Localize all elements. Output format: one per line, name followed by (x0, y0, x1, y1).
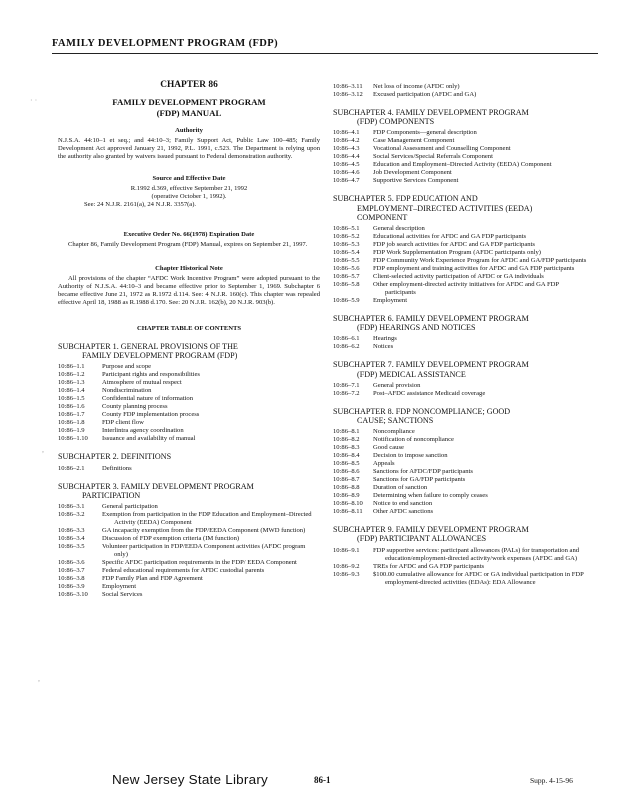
section-number: 10:86–1.4 (58, 387, 85, 395)
section-title: Sanctions for GA/FDP participants (373, 476, 466, 484)
section-title: Sanctions for AFDC/FDP participants (373, 468, 473, 476)
toc-entry (333, 265, 591, 273)
section-title: FDP Components—general description (373, 129, 477, 137)
section-number: 10:86–3.6 (58, 559, 85, 567)
section-title: County FDP implementation process (102, 411, 200, 419)
section-title: Duration of sanction (373, 484, 428, 492)
toc-entry (58, 427, 320, 435)
section-number: 10:86–1.7 (58, 411, 85, 419)
section-title: Social Services/Special Referrals Component (373, 153, 493, 161)
subchapter-heading-line: SUBCHAPTER 8. FDP NONCOMPLIANCE; GOOD (333, 406, 511, 416)
toc-entry (333, 508, 591, 516)
subchapter-heading (333, 314, 591, 332)
subchapter-heading-line: CAUSE; SANCTIONS (357, 416, 434, 426)
section-number: 10:86–3.3 (58, 527, 85, 535)
section-title: Notice to end sanction (373, 500, 433, 508)
section-title: Interlintra agency coordination (102, 427, 184, 435)
section-number: 10:86–3.1 (58, 503, 85, 511)
section-number: 10:86–9.3 (333, 570, 360, 578)
section-title: Supportive Services Component (373, 177, 459, 185)
section-number: 10:86–8.10 (333, 500, 363, 508)
section-title: Purpose and scope (102, 363, 152, 371)
section-number: 10:86–9.2 (333, 562, 360, 570)
section-number: 10:86–5.9 (333, 297, 360, 305)
section-number: 10:86–1.6 (58, 403, 85, 411)
section-title: Exemption from participation in the FDP Education and Employment–Directed Activity (EEDA) Component (102, 511, 312, 527)
section-number: 10:86–1.10 (58, 435, 88, 443)
toc-entry (333, 177, 591, 185)
scan-speck: · · (30, 96, 38, 105)
section-number: 10:86–8.2 (333, 436, 360, 444)
subchapter-heading (58, 482, 320, 500)
section-title: FDP Work Supplementation Program (AFDC participants only) (373, 249, 541, 257)
toc-entry (333, 169, 591, 177)
subchapter-heading-line: SUBCHAPTER 9. FAMILY DEVELOPMENT PROGRAM (333, 525, 529, 535)
authority-text: N.J.S.A. 44:10–1 et seq.; and 44:10–3; Family Support Act, Public Law 100–485; Family Development Act approved January 21, 1992, P.L. 1991, c.523. The Department is relying upon the authority also granted by waivers issued pursuant to Federal demonstration authority. (58, 137, 320, 160)
section-number: 10:86–8.9 (333, 492, 360, 500)
toc-entry (333, 460, 591, 468)
section-title: Other employment-directed activity initiatives for AFDC and GA FDP participants (373, 281, 559, 297)
toc-list (58, 503, 320, 599)
scan-speck: , (38, 674, 40, 683)
section-title: Hearings (373, 335, 397, 343)
toc-entry (58, 419, 320, 427)
subchapter-heading (333, 194, 591, 222)
section-title: Decision to impose sanction (373, 452, 448, 460)
subchapter-heading-line: SUBCHAPTER 7. FAMILY DEVELOPMENT PROGRAM (333, 360, 529, 370)
section-title: Discussion of FDP exemption criteria (IM function) (102, 535, 240, 543)
subchapter-heading-line: (FDP) HEARINGS AND NOTICES (357, 323, 476, 333)
section-title: General description (373, 225, 425, 233)
source-line: See: 24 N.J.R. 2161(a), 24 N.J.R. 3357(a). (84, 201, 197, 208)
section-number: 10:86–7.1 (333, 381, 360, 389)
history-heading: Chapter Historical Note (155, 265, 223, 272)
section-number: 10:86–3.5 (58, 543, 85, 551)
history-text: All provisions of the chapter “AFDC Work Incentive Program” were adopted pursuant to the Authority of N.J.S.A. 44:10–3 and became effective prior to September 1, 1969. Subchapter 6 became effective June 21, 1972 as R.1972 d.114. See: 4 N.J.R. 160(c). This chapter was repealed effective April 18, 1988 as R.1988 d.170. See: 20 N.J.R. 162(b), 20 N.J.R. 903(b). (58, 275, 320, 306)
section-number: 10:86–5.1 (333, 225, 360, 233)
section-title: Client-selected activity participation of AFDC or GA individuals (373, 273, 544, 281)
toc-entry (58, 403, 320, 411)
section-number: 10:86–3.11 (333, 83, 363, 90)
section-title: Participant rights and responsibilities (102, 371, 200, 379)
toc-entry (58, 503, 320, 511)
section-number: 10:86–4.7 (333, 177, 360, 185)
subchapter-heading (58, 452, 320, 461)
toc-entry (58, 575, 320, 583)
toc-entry (58, 567, 320, 575)
section-title: Job Development Component (373, 169, 452, 177)
section-title: Federal educational requirements for AFDC custodial parents (102, 567, 265, 575)
toc-entry (58, 583, 320, 591)
section-title: Nondiscrimination (102, 387, 152, 395)
section-number: 10:86–1.2 (58, 371, 85, 379)
section-title: Notices (373, 343, 394, 351)
section-title: Confidential nature of information (102, 395, 194, 403)
section-number: 10:86–4.6 (333, 169, 360, 177)
section-number: 10:86–1.9 (58, 427, 85, 435)
toc-entry (58, 543, 320, 559)
subchapter-heading-line: SUBCHAPTER 2. DEFINITIONS (58, 452, 172, 462)
toc-entry (333, 547, 591, 563)
toc-entry (58, 411, 320, 419)
section-title: Other AFDC sanctions (373, 508, 434, 516)
section-title: Good cause (373, 444, 404, 452)
section-number: 10:86–5.2 (333, 233, 360, 241)
subchapter-heading (333, 407, 591, 425)
section-number: 10:86–8.1 (333, 428, 360, 436)
section-title: TREs for AFDC and GA FDP participants (373, 562, 485, 570)
section-number: 10:86–8.5 (333, 460, 360, 468)
section-number: 10:86–5.6 (333, 265, 360, 273)
scan-speck: , (42, 445, 44, 454)
section-number: 10:86–3.10 (58, 591, 88, 599)
toc-entry (333, 257, 591, 265)
subchapter-heading (333, 525, 591, 543)
toc-entry (333, 452, 591, 460)
toc-entry (333, 145, 591, 153)
toc-entry (333, 281, 591, 297)
section-title: Definitions (102, 464, 132, 472)
manual-title (58, 97, 320, 118)
section-title: Post–AFDC assistance Medicaid coverage (373, 389, 486, 397)
toc-list (333, 547, 591, 587)
section-number: 10:86–5.7 (333, 273, 360, 281)
toc-entry (333, 343, 591, 351)
toc-entry (333, 129, 591, 137)
section-number: 10:86–1.3 (58, 379, 85, 387)
source-line: R.1992 d.369, effective September 21, 1992 (130, 185, 248, 192)
source-line: (operative October 1, 1992). (151, 193, 227, 200)
toc-list (333, 428, 591, 516)
section-title: FDP job search activities for AFDC and GA FDP participants (373, 241, 535, 249)
section-number: 10:86–4.2 (333, 137, 360, 145)
subchapter-heading-line: (FDP) MEDICAL ASSISTANCE (357, 369, 466, 379)
section-title: Case Management Component (373, 137, 455, 145)
section-number: 10:86–3.4 (58, 535, 85, 543)
subchapter-heading-line: COMPONENT (357, 212, 408, 222)
section-number: 10:86–3.2 (58, 511, 85, 519)
toc-entry (333, 153, 591, 161)
toc-list (333, 382, 591, 398)
section-title: FDP employment and training activities for AFDC and GA FDP participants (373, 265, 575, 273)
header-rule (52, 53, 598, 54)
toc-entry (58, 535, 320, 543)
section-number: 10:86–8.3 (333, 444, 360, 452)
section-title: Appeals (373, 460, 395, 468)
section-title: Educational activities for AFDC and GA FDP participants (373, 233, 527, 241)
toc-entry (58, 591, 320, 599)
toc-entry (58, 379, 320, 387)
toc-entry (333, 571, 591, 587)
section-number: 10:86–5.8 (333, 281, 360, 289)
manual-title-line: (FDP) MANUAL (156, 107, 222, 118)
toc-heading: CHAPTER TABLE OF CONTENTS (136, 325, 242, 332)
section-title: Employment (102, 583, 137, 591)
toc-entry (58, 395, 320, 403)
running-head: FAMILY DEVELOPMENT PROGRAM (FDP) (52, 38, 278, 49)
section-title: Atmosphere of mutual respect (102, 379, 182, 387)
toc-entry (333, 137, 591, 145)
supplement-date: Supp. 4-15-96 (530, 776, 573, 785)
subchapter-heading-line: SUBCHAPTER 5. FDP EDUCATION AND (333, 194, 478, 204)
section-title: Notification of noncompliance (373, 436, 454, 444)
chapter-number: CHAPTER 86 (160, 80, 218, 90)
eo-heading: Executive Order No. 66(1978) Expiration Date (123, 231, 255, 238)
section-title: Volunteer participation in FDP/EEDA Component activities (AFDC program only) (102, 543, 306, 559)
section-title: FDP client flow (102, 419, 144, 427)
subchapter-heading-line: SUBCHAPTER 4. FAMILY DEVELOPMENT PROGRAM (333, 108, 529, 117)
toc-entry (333, 273, 591, 281)
toc-entry (58, 559, 320, 567)
section-title: $100.00 cumulative allowance for AFDC or GA individual participation in FDP employment-directed activities (EDAs): EDA Allowance (373, 570, 584, 586)
toc-entry (58, 527, 320, 535)
section-number: 10:86–3.12 (333, 91, 363, 98)
section-number: 10:86–8.4 (333, 452, 360, 460)
section-number: 10:86–5.4 (333, 249, 360, 257)
subchapter-heading-line: SUBCHAPTER 3. FAMILY DEVELOPMENT PROGRAM (58, 481, 254, 491)
toc-entry (333, 444, 591, 452)
section-title: FDP Family Plan and FDP Agreement (102, 575, 203, 583)
section-number: 10:86–4.3 (333, 145, 360, 153)
section-title: FDP supportive services: participant allowances (PALs) for transportation and education/employment-directed activity/work expenses (AFDC and GA) (373, 546, 580, 562)
section-title: Social Services (102, 591, 143, 599)
toc-entry (333, 500, 591, 508)
subchapter-heading-line: (FDP) COMPONENTS (357, 117, 435, 127)
section-number: 10:86–5.5 (333, 257, 360, 265)
section-title: County planning process (102, 403, 168, 411)
section-number: 10:86–3.7 (58, 567, 85, 575)
section-title: Education and Employment–Directed Activity (EEDA) Component (373, 161, 552, 169)
section-title: Vocational Assessment and Counselling Component (373, 145, 511, 153)
subchapter-heading-line: SUBCHAPTER 1. GENERAL PROVISIONS OF THE (58, 342, 238, 351)
toc-list (58, 465, 320, 473)
authority-heading: Authority (175, 127, 203, 134)
toc-list (333, 225, 591, 305)
section-number: 10:86–6.1 (333, 335, 360, 343)
toc-entry (333, 233, 591, 241)
section-title: Noncompliance (373, 428, 415, 436)
toc-entry (333, 161, 591, 169)
toc-entry (58, 511, 320, 527)
toc-list (333, 335, 591, 351)
section-title: FDP Community Work Experience Program for AFDC and GA/FDP participants (373, 257, 587, 265)
toc-entry (333, 382, 591, 390)
library-stamp: New Jersey State Library (112, 773, 268, 787)
toc-list (58, 363, 320, 443)
section-number: 10:86–1.1 (58, 363, 85, 371)
section-title: Excused participation (AFDC and GA) (373, 91, 477, 98)
toc-entry (333, 91, 591, 99)
subchapter-heading-line: PARTICIPATION (82, 490, 141, 500)
section-number: 10:86–2.1 (58, 464, 85, 472)
section-number: 10:86–9.1 (333, 546, 360, 554)
toc-entry (333, 83, 591, 91)
section-number: 10:86–8.7 (333, 476, 360, 484)
toc-entry (333, 484, 591, 492)
section-number: 10:86–3.8 (58, 575, 85, 583)
section-number: 10:86–8.8 (333, 484, 360, 492)
subchapter-heading-line: (FDP) PARTICIPANT ALLOWANCES (357, 534, 487, 544)
section-number: 10:86–6.2 (333, 343, 360, 351)
eo-text: Chapter 86, Family Development Program (FDP) Manual, expires on September 21, 1997. (68, 241, 308, 248)
subchapter-heading-line: EMPLOYMENT–DIRECTED ACTIVITIES (EEDA) (357, 203, 533, 213)
toc-entry (333, 390, 591, 398)
right-column (333, 83, 591, 587)
toc-entry (333, 492, 591, 500)
toc-entry (333, 241, 591, 249)
toc-entry (333, 468, 591, 476)
section-number: 10:86–7.2 (333, 389, 360, 397)
subchapter-heading (333, 108, 591, 126)
subchapter-heading (58, 342, 320, 360)
left-column (58, 80, 320, 599)
section-number: 10:86–4.1 (333, 129, 360, 137)
section-title: Determining when failure to comply ceases (373, 492, 488, 500)
section-title: Specific AFDC participation requirements in the FDP/ EEDA Component (102, 559, 297, 567)
section-title: General provision (373, 381, 421, 389)
page-number: 86-1 (314, 775, 331, 785)
toc-list (333, 129, 591, 185)
subchapter-heading-line: FAMILY DEVELOPMENT PROGRAM (FDP) (82, 351, 238, 361)
section-number: 10:86–4.4 (333, 153, 360, 161)
toc-entry (58, 363, 320, 371)
toc-entry (333, 436, 591, 444)
section-number: 10:86–3.9 (58, 583, 85, 591)
toc-entry (58, 387, 320, 395)
subchapter-heading-line: SUBCHAPTER 6. FAMILY DEVELOPMENT PROGRAM (333, 314, 529, 324)
section-title: Issuance and availability of manual (102, 435, 196, 443)
section-title: Employment (373, 297, 408, 305)
section-title: GA incapacity exemption from the FDP/EEDA Component (MWD function) (102, 527, 306, 535)
section-number: 10:86–1.8 (58, 419, 85, 427)
section-title: General participation (102, 503, 158, 511)
toc-entry (333, 563, 591, 571)
section-number: 10:86–8.6 (333, 468, 360, 476)
toc-entry (333, 297, 591, 305)
toc-entry (333, 428, 591, 436)
toc-entry (58, 435, 320, 443)
toc-entry (333, 225, 591, 233)
toc-entry (333, 476, 591, 484)
toc-entry (58, 465, 320, 473)
section-title: Net loss of income (AFDC only) (373, 83, 460, 90)
subchapter-heading (333, 360, 591, 378)
toc-entry (333, 249, 591, 257)
manual-title-line: FAMILY DEVELOPMENT PROGRAM (112, 97, 266, 107)
section-number: 10:86–8.11 (333, 508, 363, 516)
section-number: 10:86–1.5 (58, 395, 85, 403)
toc-list (333, 83, 591, 99)
toc-entry (333, 335, 591, 343)
section-number: 10:86–4.5 (333, 161, 360, 169)
source-heading: Source and Effective Date (152, 175, 226, 182)
section-number: 10:86–5.3 (333, 241, 360, 249)
toc-entry (58, 371, 320, 379)
